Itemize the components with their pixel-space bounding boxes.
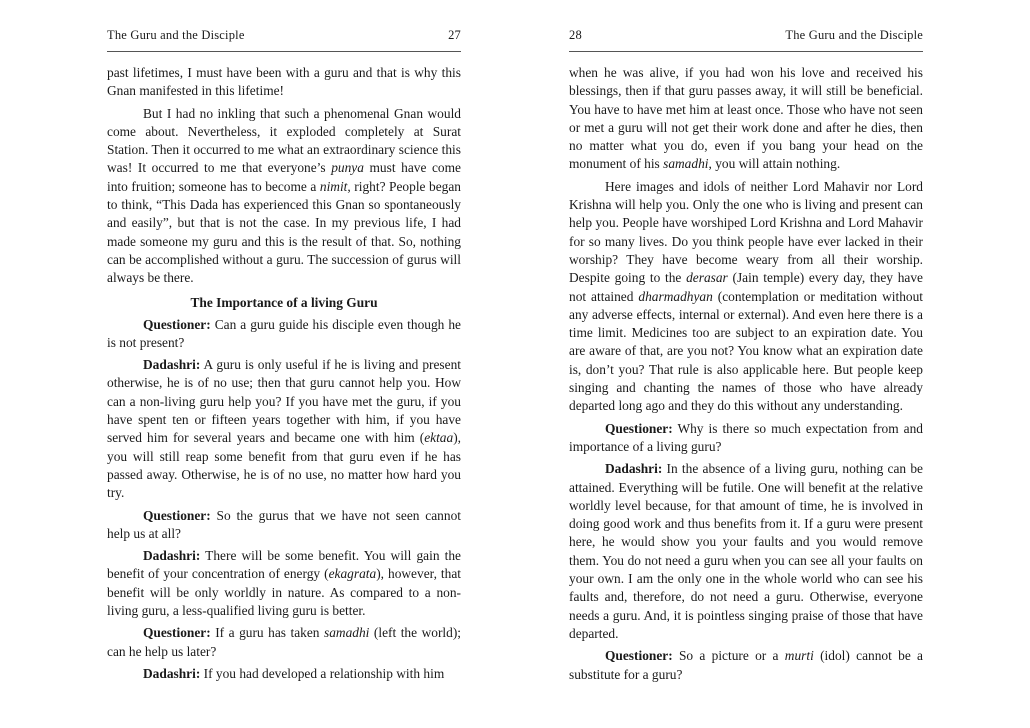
right-body-text	[569, 64, 923, 684]
question-paragraph: Questioner: Why is there so much expectation from and importance of a living guru?	[569, 420, 923, 454]
answer-paragraph: Dadashri: There will be some benefit. You will gain the benefit of your concentration of energy (ekagrata), however, that benefit will be only worldly in nature. As compared to a non-living guru, a less-qualified living guru is better.	[107, 548, 461, 619]
right-header-title: The Guru and the Disciple	[785, 28, 923, 42]
question-paragraph: Questioner: Can a guru guide his disciple even though he is not present?	[107, 316, 461, 350]
left-running-header	[107, 28, 461, 44]
right-page	[569, 0, 923, 728]
answer-paragraph: Dadashri: In the absence of a living guru, nothing can be attained. Everything will be futile. One will benefit at the relative worldly level because, for that amount of time, he is involved in doing good work and thus benefits from it. If a guru were present here, he would show you your faults and you would remove them. You do not need a guru when you can see all your faults on your own. I am the only one in the whole world who can see his faults and, therefore, do not need a guru. Otherwise, everyone needs a guru. And, it is pointless singing praise of those that have departed.	[569, 461, 923, 641]
question-paragraph: Questioner: So the gurus that we have not seen cannot help us at all?	[107, 507, 461, 541]
left-header-title: The Guru and the Disciple	[107, 28, 245, 42]
left-page	[107, 0, 461, 728]
left-body-text	[107, 64, 461, 683]
right-running-header	[569, 28, 923, 44]
question-paragraph: Questioner: If a guru has taken samadhi (left the world); can he help us later?	[107, 625, 461, 659]
left-page-number: 27	[448, 28, 461, 42]
right-page-number: 28	[569, 28, 582, 42]
paragraph: But I had no inkling that such a phenomenal Gnan would come about. Nevertheless, it exploded completely at Surat Station. Then it occurred to me what an extraordinary science this was! It occurred to me that everyone’s punya must have come into fruition; someone has to become a nimit, right? People began to think, “This Dada has experienced this Gnan so spontaneously and easily”, but that is not the case. In my previous life, I had made someone my guru and this is the result of that. So, nothing can be accomplished without a guru. The succession of gurus will always be there.	[107, 105, 461, 286]
paragraph: when he was alive, if you had won his love and received his blessings, then if that guru passes away, it will still be beneficial. You have to have met him at least once. Those who have not seen or met a guru will not get their work done and after he dies, then no matter what you do, even if you bang your head on the monument of his samadhi, you will attain nothing.	[569, 65, 923, 172]
section-heading: The Importance of a living Guru	[190, 294, 378, 310]
answer-paragraph: Dadashri: If you had developed a relationship with him	[143, 665, 445, 681]
left-header-rule	[107, 51, 461, 52]
paragraph: Here images and idols of neither Lord Mahavir nor Lord Krishna will help you. Only the one who is living and present can help you. People have worshiped Lord Krishna and Lord Mahavir for so many lives. Do you think people have ever lacked in their worship? They have become weary from all their worship. Despite going to the derasar (Jain temple) every day, they have not attained dharmadhyan (contemplation or meditation without any adverse effects, internal or external). And even here there is a time limit. Medicines too are subject to an expiration date. You are aware of that, are you not? You know what an expiration date is, don’t you? That rule is also applicable here. But people keep singing and chanting the names of those who have already departed long ago and they do this without any understanding.	[569, 178, 923, 414]
right-header-rule	[569, 51, 923, 52]
answer-paragraph: Dadashri: A guru is only useful if he is living and present otherwise, he is of no use; then that guru cannot help you. How can a non-living guru help you? If you have met the guru, if you have spent ten or fifteen years together with him, if you have served him for several years and became one with him (ektaa), you will still reap some benefit from that guru even if he has passed away. Otherwise, he is of no use, no matter how hard you try.	[107, 357, 461, 501]
question-paragraph: Questioner: So a picture or a murti (idol) cannot be a substitute for a guru?	[569, 648, 923, 682]
paragraph: past lifetimes, I must have been with a guru and that is why this Gnan manifested in this lifetime!	[107, 65, 461, 99]
